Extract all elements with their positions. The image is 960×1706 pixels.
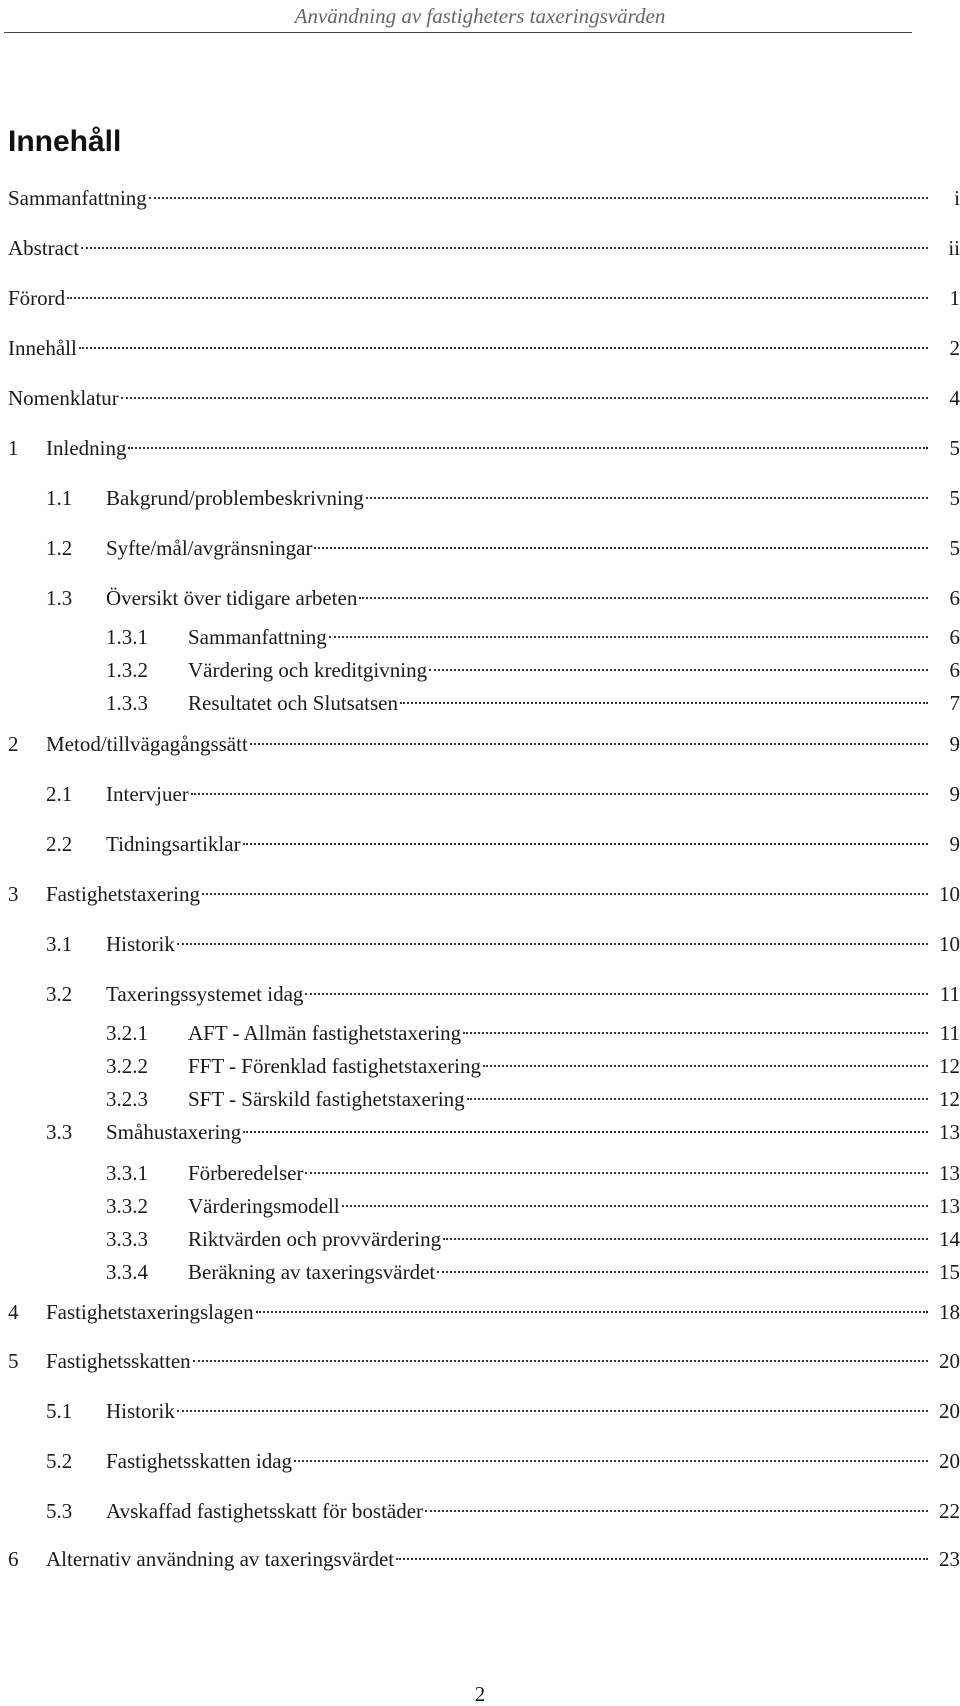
dot-leader xyxy=(193,1360,928,1362)
page-number: 2 xyxy=(474,1682,486,1706)
toc-entry[interactable] xyxy=(8,1346,960,1376)
dot-leader xyxy=(359,597,928,599)
toc-entry-page: 6 xyxy=(949,658,960,682)
dot-leader xyxy=(483,1065,928,1067)
dot-leader xyxy=(329,636,928,638)
dot-leader xyxy=(79,347,928,349)
toc-entry[interactable] xyxy=(106,1191,960,1221)
toc-entry-label: Tidningsartiklar xyxy=(106,832,241,856)
toc-entry-page: 6 xyxy=(949,586,960,610)
dot-leader xyxy=(243,843,928,845)
toc-entry-label: Fastighetstaxeringslagen xyxy=(46,1300,254,1324)
toc-entry-label: Bakgrund/problembeskrivning xyxy=(106,486,364,510)
toc-entry-label: Historik xyxy=(106,932,175,956)
toc-entry[interactable] xyxy=(8,433,960,463)
toc-entry-label: Resultatet och Slutsatsen xyxy=(188,691,398,715)
toc-entry-label: Abstract xyxy=(8,236,80,260)
toc-entry-page: 14 xyxy=(939,1227,960,1251)
dot-leader xyxy=(177,1410,928,1412)
toc-entry[interactable] xyxy=(46,979,960,1009)
toc-entry-number: 3.3.4 xyxy=(106,1260,148,1284)
toc-entry-page: 20 xyxy=(939,1449,960,1473)
toc-entry-label: Fastighetsskatten idag xyxy=(106,1449,293,1473)
toc-entry[interactable] xyxy=(8,1544,960,1574)
dot-leader xyxy=(128,447,928,449)
toc-entry-page: 18 xyxy=(939,1300,960,1324)
dot-leader xyxy=(81,247,928,249)
toc-entry-label: Intervjuer xyxy=(106,782,189,806)
toc-entry[interactable] xyxy=(46,929,960,959)
toc-entry-number: 3 xyxy=(8,882,19,906)
toc-entry-number: 1.3.3 xyxy=(106,691,148,715)
dot-leader xyxy=(396,1558,928,1560)
toc-entry[interactable] xyxy=(106,622,960,652)
toc-entry[interactable] xyxy=(46,1446,960,1476)
toc-entry-number: 1.3.1 xyxy=(106,625,148,649)
toc-entry-page: 5 xyxy=(949,536,960,560)
toc-entry-label: Metod/tillvägagångssätt xyxy=(46,732,248,756)
dot-leader xyxy=(67,297,928,299)
toc-entry-number: 5.1 xyxy=(46,1399,73,1423)
toc-entry-label: Nomenklatur xyxy=(8,386,119,410)
toc-entry-number: 3.3.2 xyxy=(106,1194,148,1218)
dot-leader xyxy=(366,497,928,499)
dot-leader xyxy=(400,702,928,704)
toc-entry-number: 4 xyxy=(8,1300,19,1324)
toc-entry-label: Historik xyxy=(106,1399,175,1423)
toc-entry[interactable] xyxy=(8,333,960,363)
dot-leader xyxy=(202,893,928,895)
toc-entry-label: Inledning xyxy=(46,436,127,460)
toc-entry[interactable] xyxy=(46,779,960,809)
toc-entry-page: 23 xyxy=(939,1547,960,1571)
toc-entry-page: 1 xyxy=(949,286,960,310)
toc-entry[interactable] xyxy=(8,879,960,909)
toc-entry-page: 11 xyxy=(939,1021,960,1045)
toc-entry[interactable] xyxy=(46,533,960,563)
header-rule xyxy=(4,32,912,33)
dot-leader xyxy=(305,993,928,995)
toc-entry-page: 13 xyxy=(939,1161,960,1185)
toc-entry-page: 5 xyxy=(949,486,960,510)
toc-entry-label: Avskaffad fastighetsskatt för bostäder xyxy=(106,1499,424,1523)
toc-entry-label: Översikt över tidigare arbeten xyxy=(106,586,358,610)
dot-leader xyxy=(463,1032,928,1034)
toc-entry-page: 20 xyxy=(939,1349,960,1373)
toc-entry-label: Sammanfattning xyxy=(188,625,327,649)
toc-entry[interactable] xyxy=(106,1224,960,1254)
toc-entry-label: Värderingsmodell xyxy=(188,1194,340,1218)
toc-entry-page: ii xyxy=(948,236,960,260)
dot-leader xyxy=(149,197,928,199)
toc-entry-number: 1.3 xyxy=(46,586,73,610)
toc-entry[interactable] xyxy=(8,729,960,759)
toc-entry-number: 3.3.1 xyxy=(106,1161,148,1185)
toc-entry-number: 6 xyxy=(8,1547,19,1571)
toc-entry-number: 3.1 xyxy=(46,932,73,956)
toc-entry-number: 2.1 xyxy=(46,782,73,806)
toc-entry-number: 1.3.2 xyxy=(106,658,148,682)
toc-entry[interactable] xyxy=(46,1496,960,1526)
toc-entry-number: 3.2 xyxy=(46,982,73,1006)
toc-entry[interactable] xyxy=(46,829,960,859)
toc-entry-label: Beräkning av taxeringsvärdet xyxy=(188,1260,436,1284)
dot-leader xyxy=(256,1311,928,1313)
toc-entry[interactable] xyxy=(46,1117,960,1147)
running-header: Användning av fastigheters taxeringsvärden xyxy=(294,4,666,28)
dot-leader xyxy=(314,547,928,549)
dot-leader xyxy=(243,1131,928,1133)
toc-entry-number: 1 xyxy=(8,436,19,460)
toc-entry-label: Förberedelser xyxy=(188,1161,304,1185)
dot-leader xyxy=(425,1510,928,1512)
toc-entry-number: 3.2.1 xyxy=(106,1021,148,1045)
toc-entry-number: 5 xyxy=(8,1349,19,1373)
toc-entry-page: 15 xyxy=(939,1260,960,1284)
toc-entry-page: 12 xyxy=(939,1054,960,1078)
toc-entry-label: Förord xyxy=(8,286,66,310)
toc-entry-page: 2 xyxy=(949,336,960,360)
dot-leader xyxy=(191,793,928,795)
toc-entry-number: 1.2 xyxy=(46,536,73,560)
dot-leader xyxy=(443,1238,928,1240)
toc-entry-label: Riktvärden och provvärdering xyxy=(188,1227,442,1251)
toc-entry[interactable] xyxy=(8,183,960,213)
toc-entry-label: Småhustaxering xyxy=(106,1120,242,1144)
toc-entry[interactable] xyxy=(106,1158,960,1188)
toc-entry[interactable] xyxy=(8,383,960,413)
toc-entry-label: Taxeringssystemet idag xyxy=(106,982,304,1006)
toc-entry-label: Syfte/mål/avgränsningar xyxy=(106,536,313,560)
toc-entry-page: 5 xyxy=(949,436,960,460)
toc-entry[interactable] xyxy=(46,583,960,613)
toc-entry-label: SFT - Särskild fastighetstaxering xyxy=(188,1087,465,1111)
toc-entry-number: 5.2 xyxy=(46,1449,73,1473)
toc-entry[interactable] xyxy=(106,1051,960,1081)
dot-leader xyxy=(250,743,928,745)
toc-entry[interactable] xyxy=(46,1396,960,1426)
toc-entry-label: Sammanfattning xyxy=(8,186,147,210)
toc-entry-label: Innehåll xyxy=(8,336,77,360)
toc-entry-number: 5.3 xyxy=(46,1499,73,1523)
toc-entry-page: 10 xyxy=(939,932,960,956)
toc-entry[interactable] xyxy=(106,688,960,718)
toc-entry-page: 13 xyxy=(939,1194,960,1218)
toc-entry-page: 12 xyxy=(939,1087,960,1111)
toc-entry-page: 22 xyxy=(939,1499,960,1523)
toc-entry-number: 3.3.3 xyxy=(106,1227,148,1251)
toc-entry[interactable] xyxy=(106,655,960,685)
toc-entry-number: 3.3 xyxy=(46,1120,73,1144)
toc-entry-label: Fastighetsskatten xyxy=(46,1349,191,1373)
toc-entry[interactable] xyxy=(8,1297,960,1327)
toc-entry-page: 6 xyxy=(949,625,960,649)
toc-entry-number: 3.2.2 xyxy=(106,1054,148,1078)
dot-leader xyxy=(342,1205,928,1207)
toc-entry[interactable] xyxy=(106,1018,960,1048)
toc-entry-number: 2.2 xyxy=(46,832,73,856)
toc-entry-label: FFT - Förenklad fastighetstaxering xyxy=(188,1054,481,1078)
toc-entry-label: Alternativ användning av taxeringsvärdet xyxy=(46,1547,395,1571)
toc-entry[interactable] xyxy=(8,283,960,313)
toc-entry-page: 11 xyxy=(939,982,960,1006)
toc-entry-number: 2 xyxy=(8,732,19,756)
dot-leader xyxy=(437,1271,928,1273)
toc-entry-page: 10 xyxy=(939,882,960,906)
toc-title: Innehåll xyxy=(8,125,122,158)
dot-leader xyxy=(429,669,928,671)
dot-leader xyxy=(177,943,928,945)
toc-entry-page: 9 xyxy=(949,832,960,856)
toc-entry-label: AFT - Allmän fastighetstaxering xyxy=(188,1021,462,1045)
toc-entry-number: 1.1 xyxy=(46,486,73,510)
dot-leader xyxy=(305,1172,928,1174)
toc-entry-label: Fastighetstaxering xyxy=(46,882,200,906)
toc-entry[interactable] xyxy=(46,483,960,513)
toc-entry-page: 7 xyxy=(949,691,960,715)
dot-leader xyxy=(121,397,928,399)
dot-leader xyxy=(294,1460,928,1462)
toc-entry-page: i xyxy=(954,186,960,210)
toc-entry-page: 4 xyxy=(949,386,960,410)
dot-leader xyxy=(467,1098,928,1100)
toc-entry-page: 9 xyxy=(949,732,960,756)
toc-entry-number: 3.2.3 xyxy=(106,1087,148,1111)
toc-entry-page: 20 xyxy=(939,1399,960,1423)
toc-entry[interactable] xyxy=(106,1257,960,1287)
toc-entry[interactable] xyxy=(106,1084,960,1114)
toc-entry-page: 9 xyxy=(949,782,960,806)
toc-entry-label: Värdering och kreditgivning xyxy=(188,658,428,682)
toc-entry-page: 13 xyxy=(939,1120,960,1144)
toc-entry[interactable] xyxy=(8,233,960,263)
